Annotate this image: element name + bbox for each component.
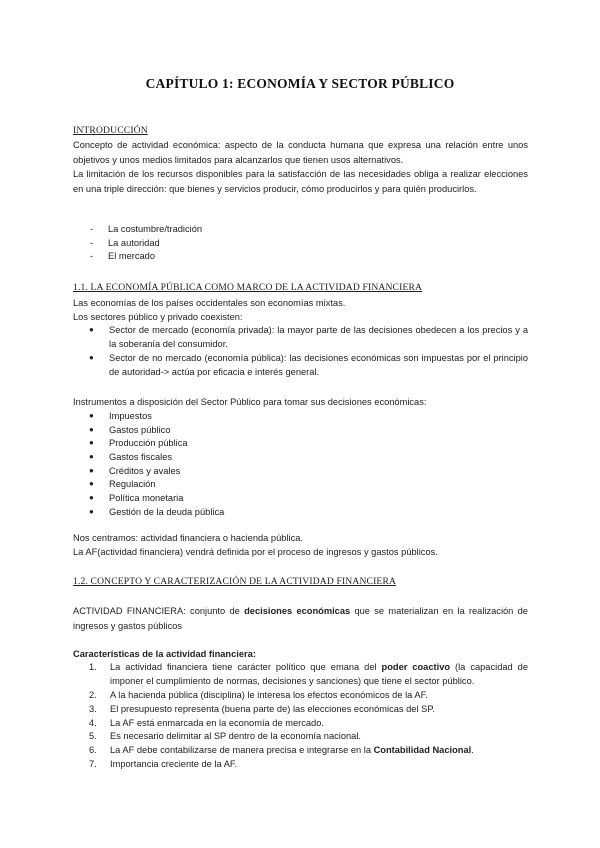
list-item: 4. La AF está enmarcada en la economía de mercado.: [89, 717, 324, 728]
section-1-1-paragraph-4: Nos centramos: actividad financiera o hacienda pública.: [73, 533, 303, 543]
list-item: ● Sector de mercado (economía privada): la mayor parte de las decisiones obedecen a los precios y a la soberanía del consumidor.: [89, 325, 528, 349]
list-item: 2. A la hacienda pública (disciplina) le interesa los efectos económicos de la AF.: [89, 689, 428, 700]
list-item: ● Gastos fiscales: [89, 452, 173, 463]
section-1-1-paragraph-1: Las economías de los países occidentales son economías mixtas.: [73, 298, 346, 308]
instruments-list: [73, 409, 528, 519]
section-1-1-paragraph-3: Instrumentos a disposición del Sector Público para tomar sus decisiones económicas:: [73, 397, 427, 407]
list-item: 1. La actividad financiera tiene carácter político que emana del poder coactivo (la capacidad de imponer el cumplimiento de normas, decisiones y sanciones) que tiene el sector público.: [89, 662, 529, 686]
list-item: ● Política monetaria: [89, 493, 184, 504]
list-item: 3. El presupuesto representa (buena parte de) las elecciones económicas del SP.: [89, 703, 435, 714]
section-1-1-heading: 1.1. LA ECONOMÍA PÚBLICA COMO MARCO DE LA ACTIVIDAD FINANCIERA: [73, 282, 423, 293]
list-item: 7. Importancia creciente de la AF.: [89, 759, 238, 770]
list-item: ● Créditos y avales: [89, 465, 181, 476]
list-item: ● Impuestos: [89, 411, 152, 421]
list-item: - La autoridad: [90, 237, 160, 248]
section-1-2-heading: 1.2. CONCEPTO Y CARACTERIZACIÓN DE LA ACTIVIDAD FINANCIERA: [73, 576, 397, 587]
list-item: - La costumbre/tradición: [90, 224, 203, 234]
list-item: ● Gestión de la deuda pública: [89, 506, 225, 517]
list-item: ● Regulación: [89, 479, 156, 490]
sector-list: [73, 323, 528, 379]
characteristics-heading: Características de la actividad financiera:: [73, 649, 256, 659]
list-item: ● Producción pública: [89, 438, 188, 449]
list-item: - El mercado: [90, 251, 156, 262]
intro-paragraph-2: La limitación de los recursos disponibles para la satisfacción de las necesidades obliga a realizar elecciones en una triple dirección: que bienes y servicios producir, cómo producirlos y para quién producirlos.: [73, 169, 528, 194]
chapter-title: CAPÍTULO 1: ECONOMÍA Y SECTOR PÚBLICO: [145, 76, 455, 91]
section-1-1-paragraph-2: Los sectores público y privado coexisten:: [73, 312, 243, 322]
list-item: 5. Es necesario delimitar al SP dentro de la economía nacional.: [89, 731, 361, 742]
list-item: ● Gastos público: [89, 424, 171, 435]
section-1-1-paragraph-5: La AF(actividad financiera) vendrá definida por el proceso de ingresos y gastos públicos.: [73, 547, 438, 557]
definition-paragraph: ACTIVIDAD FINANCIERA: conjunto de decisiones económicas que se materializan en la realización de ingresos y gastos públicos: [73, 606, 528, 631]
list-item: ● Sector de no mercado (economía pública): las decisiones económicas son impuestas por el principio de autoridad-> actúa por eficacia e interés general.: [89, 353, 528, 377]
intro-paragraph-1: Concepto de actividad económica: aspecto de la conducta humana que expresa una relación entre unos objetivos y unos medios limitados para alcanzarlos que tienen usos alternativos.: [73, 140, 528, 165]
decisiones-economicas-bold: decisiones económicas: [244, 606, 351, 616]
list-item: 6. La AF debe contabilizarse de manera precisa e integrarse en la Contabilidad Nacional.: [89, 745, 474, 756]
characteristics-list: [73, 661, 528, 772]
intro-list: [73, 223, 202, 264]
intro-heading: INTRODUCCIÓN: [73, 125, 148, 136]
